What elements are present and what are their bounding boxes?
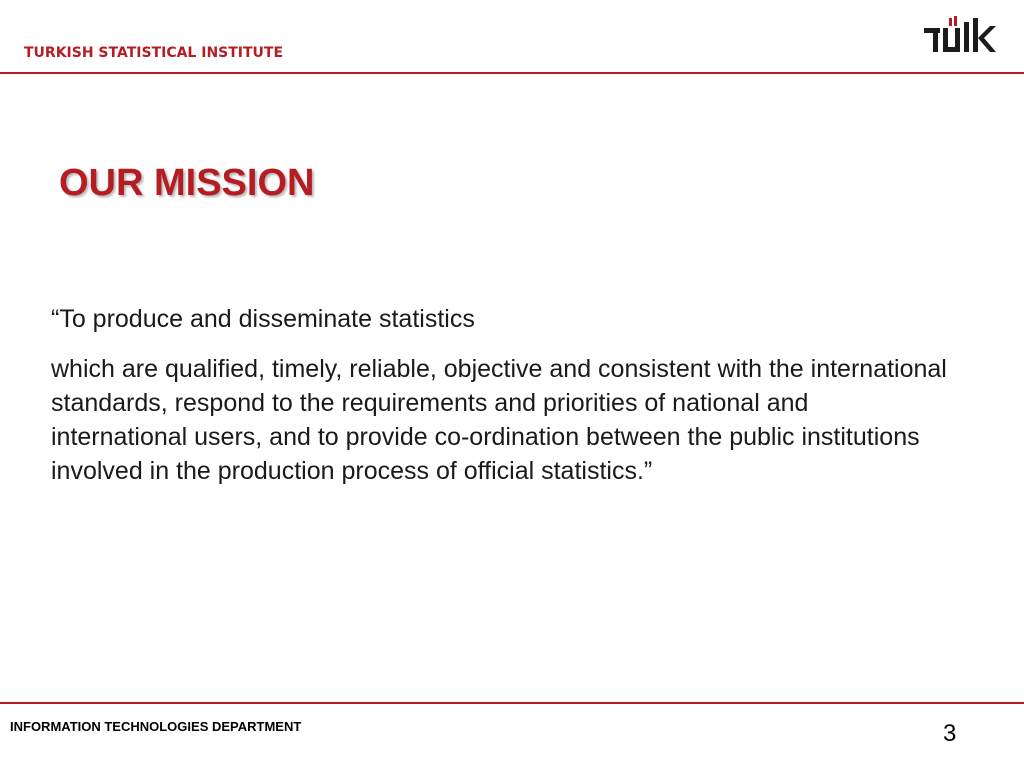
page-number: 3 bbox=[943, 720, 957, 747]
mission-quote-body: which are qualified, timely, reliable, objective and consistent with the international standards, respond to the requirements and priorities of national and international users, and to provide co-ordination between the public institutions involved in the production process of official statistics.” bbox=[51, 355, 947, 485]
footer-department: INFORMATION TECHNOLOGIES DEPARTMENT bbox=[10, 719, 302, 734]
tuik-logo bbox=[924, 16, 996, 56]
organization-name: TURKISH STATISTICAL INSTITUTE bbox=[24, 45, 284, 61]
page-title: OUR MISSION bbox=[59, 162, 315, 204]
header-divider bbox=[0, 72, 1024, 74]
mission-quote-intro: “To produce and disseminate statistics bbox=[51, 305, 475, 333]
footer-divider bbox=[0, 702, 1024, 704]
mission-statement bbox=[51, 302, 951, 488]
